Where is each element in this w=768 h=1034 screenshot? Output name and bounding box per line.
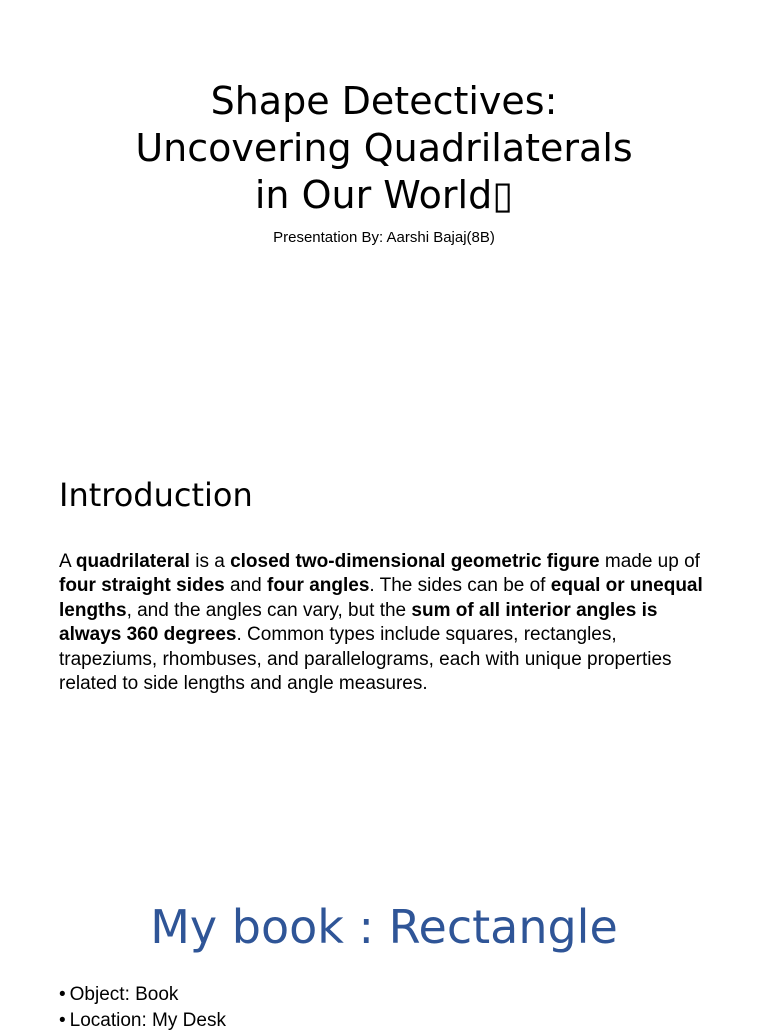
bold-term: quadrilateral — [75, 551, 190, 572]
bold-term: sum of all interior angles is always 360 degrees — [59, 599, 658, 646]
title-slide — [0, 0, 768, 300]
title-line: Shape Detectives: — [210, 79, 558, 123]
bold-term: four straight sides — [59, 575, 225, 597]
bold-term: equal or unequal lengths — [59, 575, 703, 621]
title-line: Uncovering Quadrilaterals — [135, 126, 633, 170]
bullet-object: • Object: Book — [59, 982, 226, 1008]
book-slide-heading: My book : Rectangle — [150, 900, 618, 954]
presentation-title — [0, 78, 768, 219]
text-run: made up of — [599, 551, 700, 572]
presenter-subtitle: Presentation By: Aarshi Bajaj(8B) — [273, 229, 495, 246]
text-run: and — [224, 575, 268, 597]
book-bullet-list — [59, 982, 226, 1034]
introduction-heading: Introduction — [59, 476, 253, 514]
introduction-paragraph — [59, 550, 709, 696]
text-run: A — [59, 551, 76, 572]
text-run: . Common types include squares, rectangles, trapeziums, rhombuses, and parallelograms, each with unique properties related to side lengths and angle measures. — [59, 624, 672, 695]
bullet-location: • Location: My Desk — [59, 1008, 226, 1034]
bold-term: four angles — [267, 575, 370, 597]
bold-term: closed two-dimensional geometric figure — [230, 551, 600, 572]
text-run: , and the angles can vary, but the — [126, 599, 412, 621]
title-line: in Our World▯ — [254, 173, 514, 217]
text-run: . The sides can be of — [369, 575, 551, 597]
text-run: is a — [189, 551, 231, 572]
